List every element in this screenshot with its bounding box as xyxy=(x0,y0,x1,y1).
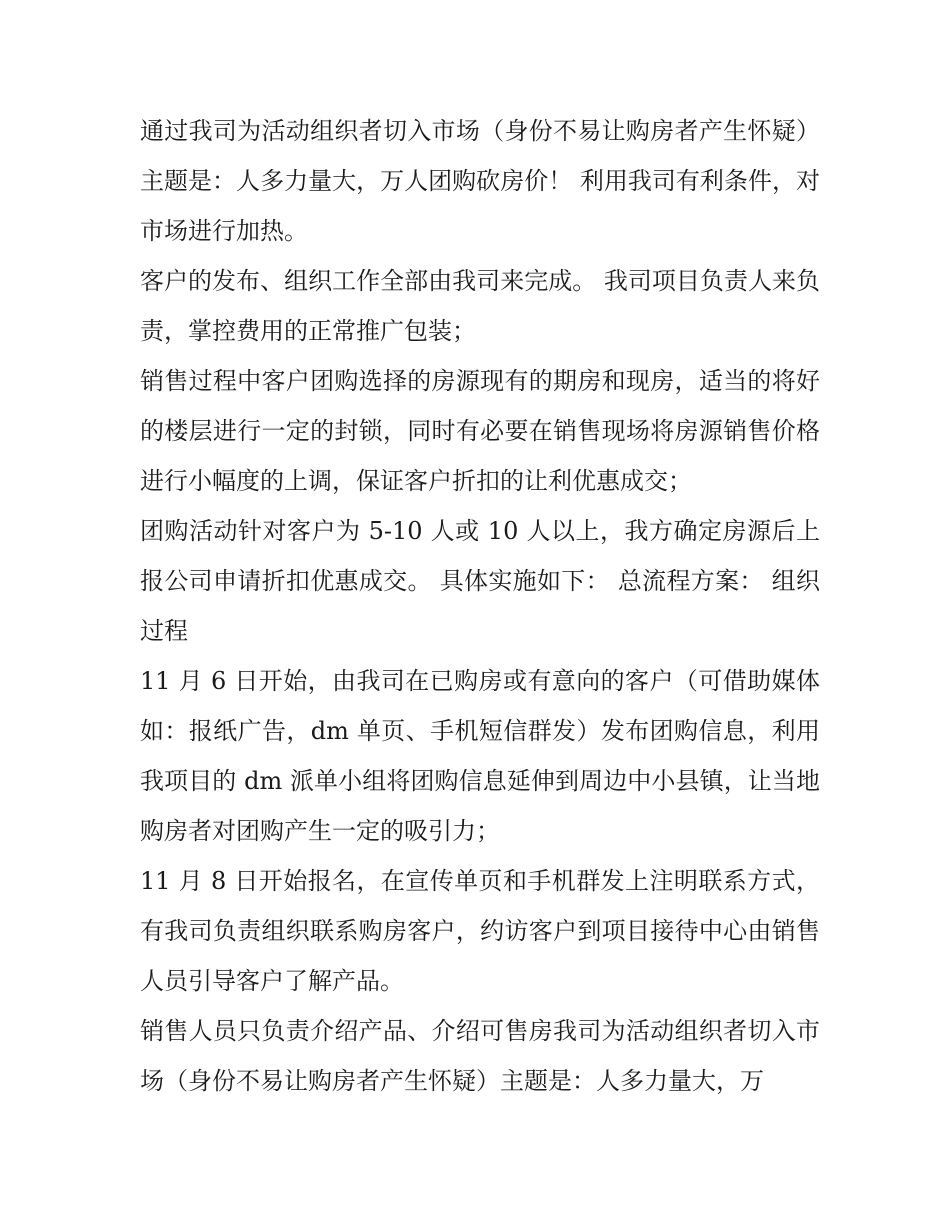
paragraph-5: 11 月 6 日开始，由我司在已购房或有意向的客户（可借助媒体如：报纸广告，dm 单页、手机短信群发）发布团购信息，利用我项目的 dm 派单小组将团购信息延伸到周边中小县镇，让当地购房者对团购产生一定的吸引力； xyxy=(140,667,820,845)
paragraph-4: 团购活动针对客户为 5-10 人或 10 人以上，我方确定房源后上报公司申请折扣优惠成交。 具体实施如下： 总流程方案： 组织过程 xyxy=(140,517,820,645)
paragraph-1: 通过我司为活动组织者切入市场（身份不易让购房者产生怀疑）主题是：人多力量大，万人团购砍房价！ 利用我司有利条件，对市场进行加热。 xyxy=(140,117,820,245)
paragraph-3: 销售过程中客户团购选择的房源现有的期房和现房，适当的将好的楼层进行一定的封锁，同时有必要在销售现场将房源销售价格进行小幅度的上调，保证客户折扣的让利优惠成交； xyxy=(140,367,820,495)
paragraph-7: 销售人员只负责介绍产品、介绍可售房我司为活动组织者切入市场（身份不易让购房者产生怀疑）主题是：人多力量大，万 xyxy=(140,1017,820,1095)
paragraph-2: 客户的发布、组织工作全部由我司来完成。 我司项目负责人来负责，掌控费用的正常推广包装； xyxy=(140,267,820,345)
paragraph-6: 11 月 8 日开始报名，在宣传单页和手机群发上注明联系方式，有我司负责组织联系购房客户，约访客户到项目接待中心由销售人员引导客户了解产品。 xyxy=(140,867,820,995)
document-body xyxy=(140,106,820,1106)
